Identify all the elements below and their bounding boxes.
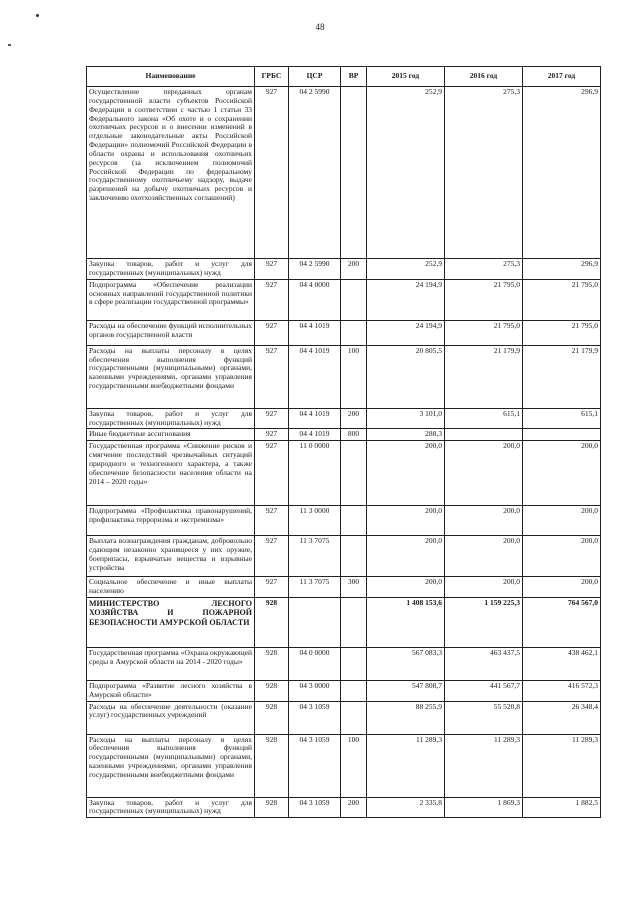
vr-cell (341, 279, 367, 320)
vr-cell: 200 (341, 408, 367, 429)
table-row (87, 429, 601, 441)
amount-2017-cell: 438 462,1 (523, 647, 601, 680)
row-name-cell: Закупка товаров, работ и услуг для государственных (муниципальных) нужд (87, 797, 255, 818)
vr-cell: 200 (341, 259, 367, 280)
vr-cell (341, 597, 367, 647)
amount-2016-cell: 200,0 (445, 536, 523, 577)
amount-2017-cell (523, 429, 601, 441)
scan-speck (36, 14, 39, 17)
row-name-cell: Подпрограмма «Обеспечение реализации основных направлений государственной политики в сфере реализации государственной программы» (87, 279, 255, 320)
table-body (87, 87, 601, 818)
amount-2015-cell: 3 101,0 (367, 408, 445, 429)
column-header-vr: ВР (341, 67, 367, 87)
row-name-cell: Расходы на обеспечение деятельности (оказание услуг) государственных учреждений (87, 701, 255, 734)
grbs-cell: 927 (255, 441, 289, 506)
grbs-cell: 928 (255, 680, 289, 701)
grbs-cell: 928 (255, 734, 289, 797)
table-row (87, 345, 601, 408)
amount-2016-cell: 21 179,9 (445, 345, 523, 408)
amount-2015-cell: 288,3 (367, 429, 445, 441)
vr-cell (341, 506, 367, 536)
amount-2015-cell: 200,0 (367, 577, 445, 598)
amount-2016-cell: 463 437,5 (445, 647, 523, 680)
amount-2017-cell: 296,9 (523, 87, 601, 259)
grbs-cell: 927 (255, 577, 289, 598)
row-name-cell: Социальное обеспечение и иные выплаты населению (87, 577, 255, 598)
amount-2017-cell: 200,0 (523, 577, 601, 598)
vr-cell (341, 320, 367, 345)
csr-cell: 04 2 5990 (289, 87, 341, 259)
column-header-2016: 2016 год (445, 67, 523, 87)
vr-cell (341, 680, 367, 701)
amount-2017-cell: 764 567,0 (523, 597, 601, 647)
csr-cell: 11 0 0000 (289, 441, 341, 506)
vr-cell (341, 441, 367, 506)
table-row (87, 680, 601, 701)
csr-cell: 04 4 1019 (289, 408, 341, 429)
column-header-csr: ЦСР (289, 67, 341, 87)
row-name-cell: Расходы на выплаты персоналу в целях обеспечения выполнения функций государственными (муниципальными) органами, казенными учреждениями, органами управления государственными внебюджетными фондами (87, 345, 255, 408)
amount-2017-cell: 200,0 (523, 536, 601, 577)
amount-2015-cell: 567 083,3 (367, 647, 445, 680)
amount-2017-cell: 21 795,0 (523, 279, 601, 320)
amount-2017-cell: 200,0 (523, 441, 601, 506)
table-row (87, 408, 601, 429)
grbs-cell: 928 (255, 597, 289, 647)
amount-2017-cell: 615,1 (523, 408, 601, 429)
table-row (87, 647, 601, 680)
amount-2017-cell: 11 289,3 (523, 734, 601, 797)
row-name-cell: Государственная программа «Охрана окружающей среды в Амурской области на 2014 - 2020 годы» (87, 647, 255, 680)
table-row (87, 87, 601, 259)
csr-cell: 04 3 1059 (289, 734, 341, 797)
vr-cell (341, 701, 367, 734)
column-header-2015: 2015 год (367, 67, 445, 87)
table-row (87, 734, 601, 797)
table-row (87, 797, 601, 818)
amount-2015-cell: 200,0 (367, 441, 445, 506)
grbs-cell: 927 (255, 87, 289, 259)
amount-2016-cell: 55 520,8 (445, 701, 523, 734)
table-row (87, 279, 601, 320)
vr-cell: 300 (341, 577, 367, 598)
grbs-cell: 928 (255, 701, 289, 734)
row-name-cell: Подпрограмма «Развитие лесного хозяйства в Амурской области» (87, 680, 255, 701)
amount-2015-cell: 200,0 (367, 506, 445, 536)
amount-2015-cell: 252,9 (367, 87, 445, 259)
column-header-name: Наименование (87, 67, 255, 87)
row-name-cell: Закупка товаров, работ и услуг для государственных (муниципальных) нужд (87, 408, 255, 429)
amount-2017-cell: 416 572,3 (523, 680, 601, 701)
amount-2016-cell: 1 159 225,3 (445, 597, 523, 647)
amount-2015-cell: 2 335,8 (367, 797, 445, 818)
vr-cell (341, 536, 367, 577)
amount-2016-cell: 21 795,0 (445, 279, 523, 320)
amount-2015-cell: 24 194,9 (367, 320, 445, 345)
grbs-cell: 928 (255, 797, 289, 818)
grbs-cell: 927 (255, 408, 289, 429)
amount-2017-cell: 200,0 (523, 506, 601, 536)
row-name-cell: Государственная программа «Снижение рисков и смягчение последствий чрезвычайных ситуаций природного и техногенного характера, а также обеспечение безопасности населения области на 2014 – 2020 годы» (87, 441, 255, 506)
vr-cell: 100 (341, 734, 367, 797)
amount-2015-cell: 20 805,5 (367, 345, 445, 408)
scan-speck (8, 44, 11, 46)
vr-cell: 200 (341, 797, 367, 818)
vr-cell (341, 87, 367, 259)
table-row (87, 320, 601, 345)
budget-table (86, 66, 601, 818)
amount-2016-cell: 1 869,3 (445, 797, 523, 818)
row-name-cell: Закупка товаров, работ и услуг для государственных (муниципальных) нужд (87, 259, 255, 280)
amount-2016-cell (445, 429, 523, 441)
amount-2017-cell: 21 795,0 (523, 320, 601, 345)
grbs-cell: 927 (255, 506, 289, 536)
amount-2016-cell: 200,0 (445, 577, 523, 598)
csr-cell: 04 3 1059 (289, 701, 341, 734)
row-name-cell: Иные бюджетные ассигнования (87, 429, 255, 441)
row-name-cell: Подпрограмма «Профилактика правонарушений, профилактика терроризма и экстремизма» (87, 506, 255, 536)
amount-2015-cell: 547 808,7 (367, 680, 445, 701)
amount-2016-cell: 615,1 (445, 408, 523, 429)
row-name-cell: МИНИСТЕРСТВО ЛЕСНОГО ХОЗЯЙСТВА И ПОЖАРНОЙ БЕЗОПАСНОСТИ АМУРСКОЙ ОБЛАСТИ (87, 597, 255, 647)
table-row (87, 259, 601, 280)
amount-2016-cell: 441 567,7 (445, 680, 523, 701)
amount-2015-cell: 24 194,9 (367, 279, 445, 320)
row-name-cell: Расходы на обеспечение функций исполнительных органов государственной власти (87, 320, 255, 345)
csr-cell (289, 597, 341, 647)
amount-2015-cell: 252,9 (367, 259, 445, 280)
csr-cell: 04 4 0000 (289, 279, 341, 320)
amount-2016-cell: 11 289,3 (445, 734, 523, 797)
row-name-cell: Выплата вознаграждения гражданам, добровольно сдающим незаконно хранящееся у них оружие, боеприпасы, взрывчатые вещества и взрывные устройства (87, 536, 255, 577)
column-header-grbs: ГРБС (255, 67, 289, 87)
column-header-2017: 2017 год (523, 67, 601, 87)
csr-cell: 04 2 5990 (289, 259, 341, 280)
csr-cell: 04 0 0000 (289, 647, 341, 680)
table-header-row (87, 67, 601, 87)
csr-cell: 04 4 1019 (289, 345, 341, 408)
amount-2016-cell: 200,0 (445, 506, 523, 536)
grbs-cell: 927 (255, 536, 289, 577)
csr-cell: 11 3 0000 (289, 506, 341, 536)
grbs-cell: 927 (255, 429, 289, 441)
amount-2016-cell: 21 795,0 (445, 320, 523, 345)
amount-2016-cell: 275,3 (445, 259, 523, 280)
vr-cell: 800 (341, 429, 367, 441)
table-row (87, 597, 601, 647)
amount-2017-cell: 1 882,5 (523, 797, 601, 818)
csr-cell: 04 3 0000 (289, 680, 341, 701)
csr-cell: 11 3 7075 (289, 577, 341, 598)
amount-2016-cell: 275,3 (445, 87, 523, 259)
grbs-cell: 927 (255, 320, 289, 345)
amount-2015-cell: 88 255,9 (367, 701, 445, 734)
row-name-cell: Осуществление переданных органам государственной власти субъектов Российской Федерации в соответствии с частью 1 статьи 33 Федерального закона «Об охоте и о сохранении охотничьих ресурсов и о внесении изменений в отдельные законодательные акты Российской Федерации» полномочий Российской Федерации в области охраны и использования охотничьих ресурсов (за исключением полномочий Российской Федерации по федеральному государственному охотничьему надзору, выдаче разрешений на добычу охотничьих ресурсов и заключению охотхозяйственных соглашений) (87, 87, 255, 259)
table-row (87, 536, 601, 577)
vr-cell: 100 (341, 345, 367, 408)
amount-2017-cell: 21 179,9 (523, 345, 601, 408)
table-row (87, 506, 601, 536)
csr-cell: 04 3 1059 (289, 797, 341, 818)
table-row (87, 441, 601, 506)
csr-cell: 04 4 1019 (289, 429, 341, 441)
csr-cell: 04 4 1019 (289, 320, 341, 345)
amount-2017-cell: 296,9 (523, 259, 601, 280)
row-name-cell: Расходы на выплаты персоналу в целях обеспечения выполнения функций государственными (муниципальными) органами, казенными учреждениями, органами управления государственными внебюджетными фондами (87, 734, 255, 797)
amount-2015-cell: 1 408 153,6 (367, 597, 445, 647)
amount-2015-cell: 11 289,3 (367, 734, 445, 797)
grbs-cell: 927 (255, 345, 289, 408)
csr-cell: 11 3 7075 (289, 536, 341, 577)
page-number: 48 (315, 22, 325, 32)
amount-2016-cell: 200,0 (445, 441, 523, 506)
table-row (87, 701, 601, 734)
grbs-cell: 927 (255, 259, 289, 280)
amount-2015-cell: 200,0 (367, 536, 445, 577)
table-row (87, 577, 601, 598)
grbs-cell: 928 (255, 647, 289, 680)
amount-2017-cell: 26 348,4 (523, 701, 601, 734)
vr-cell (341, 647, 367, 680)
grbs-cell: 927 (255, 279, 289, 320)
